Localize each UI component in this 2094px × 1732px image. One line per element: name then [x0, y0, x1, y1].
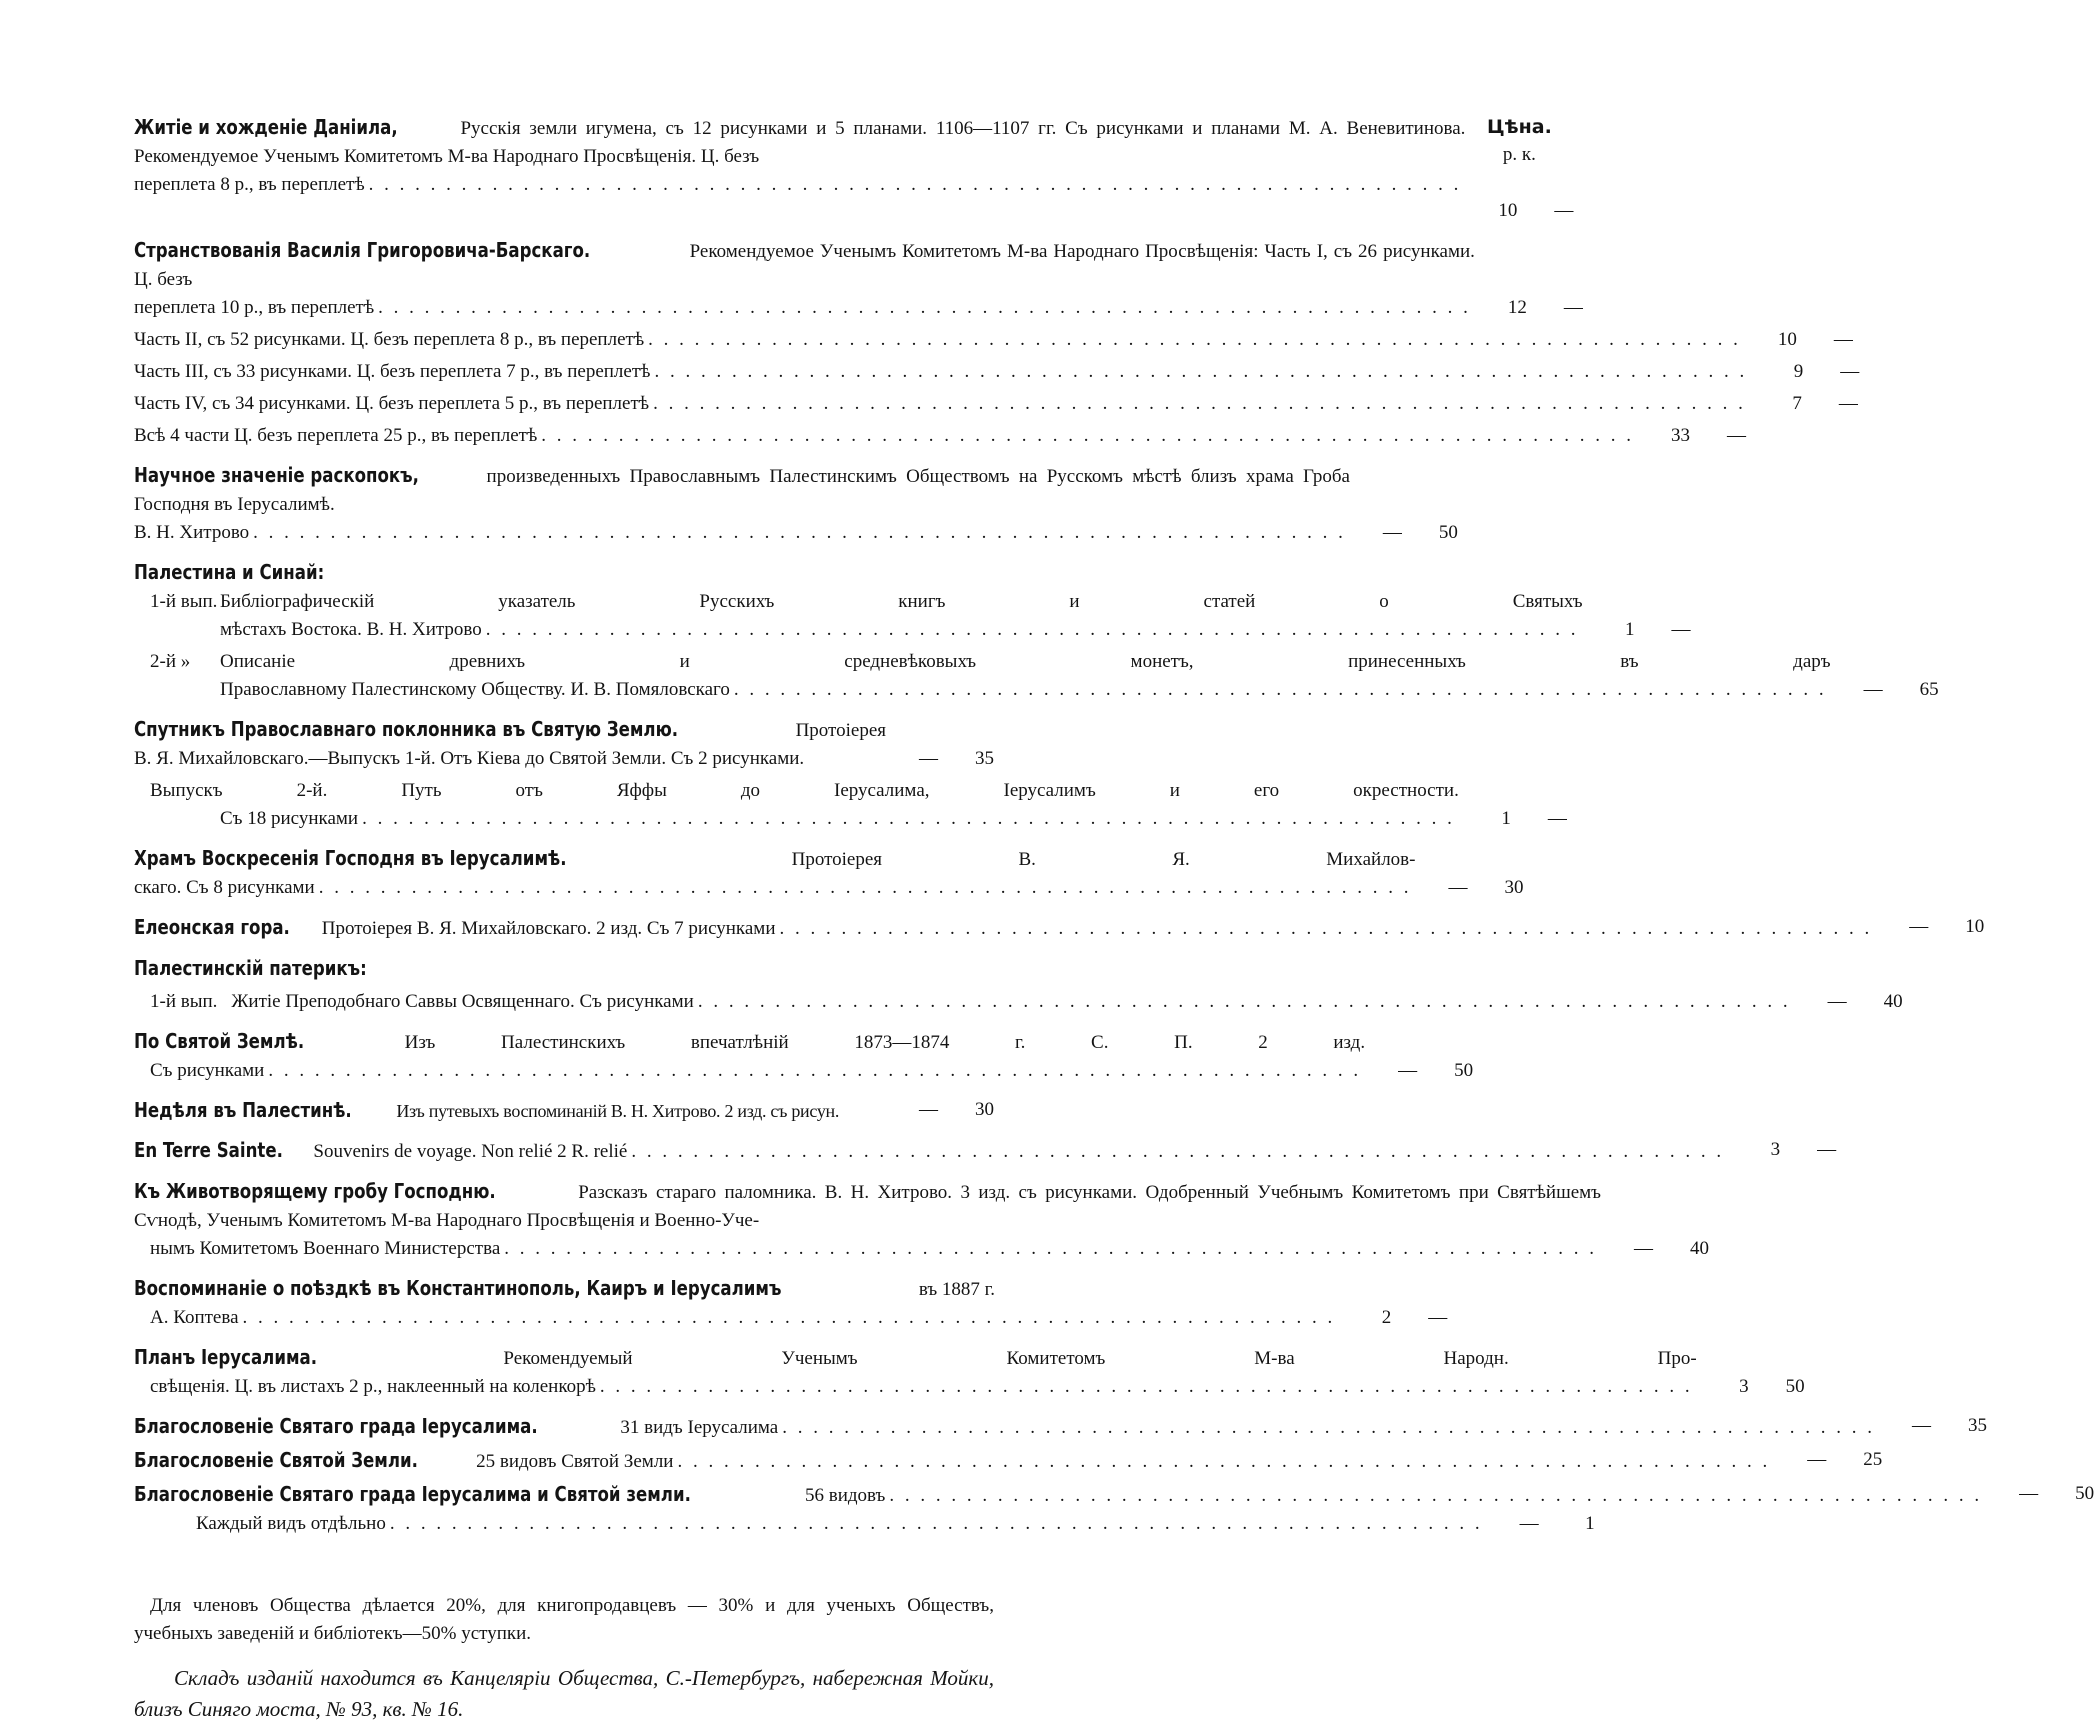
- price-rub: 7: [1792, 393, 1802, 414]
- price-kop: 30: [975, 1099, 994, 1120]
- entry-text: Разсказъ стараго паломника. В. Н. Хитрово. 3 изд. съ рисунками. Одобренный Учебнымъ Комитетомъ при Святѣйшемъ Сѵнодѣ, Ученымъ Комитетомъ М-ва Народнаго Просвѣщенія и Военно-Уче-: [134, 1182, 1602, 1231]
- part-line: Часть III, съ 33 рисунками. Ц. безъ переплета 7 р., въ переплетѣ . . . 9 —: [134, 358, 994, 386]
- leader-dots: [390, 1510, 1483, 1538]
- issue-line: 2-й » Описаніе древнихъ и средневѣковыхъ монетъ, принесенныхъ въ даръ Православному Палестинскому Обществу. И. В. Помяловскаго . . . — 65: [134, 648, 994, 704]
- entry-lead: А. Коптева: [150, 1307, 239, 1328]
- price-kop: 50: [1785, 1376, 1805, 1397]
- catalog-entry: [134, 715, 994, 773]
- catalog-entry: [134, 461, 1458, 547]
- price-rub: 10: [1777, 329, 1797, 350]
- part-line: Часть II, съ 52 рисунками. Ц. безъ переплета 8 р., въ переплетѣ . . . 10 —: [134, 326, 994, 354]
- catalog-entry: [134, 1480, 2094, 1510]
- price-rub: —: [1519, 1513, 1539, 1534]
- catalog-entry: [134, 1274, 1448, 1332]
- price-kop: —: [1428, 1307, 1448, 1328]
- price-rub: —: [919, 1099, 938, 1120]
- price-rub: —: [1912, 1415, 1931, 1436]
- entry-title: Палестинскій патерикъ:: [134, 956, 367, 980]
- part-line: Всѣ 4 части Ц. безъ переплета 25 р., въ переплетѣ . . . 33 —: [134, 422, 994, 450]
- issue-label: 1-й вып.: [150, 591, 218, 612]
- entry-title: Благословеніе Святаго града Іерусалима.: [134, 1414, 538, 1438]
- catalog-entry: [134, 1343, 1805, 1401]
- price-rub: —: [1448, 877, 1468, 898]
- entry-lead: Протоіерея В. Я. Михайловскаго. 2 изд. Съ 7 рисунками: [321, 918, 776, 939]
- leader-dots: [541, 422, 1634, 450]
- catalog-entry: [134, 558, 994, 588]
- leader-dots: [243, 1304, 1336, 1332]
- leader-dots: [654, 358, 1747, 386]
- entry-title: Благословеніе Святой Земли.: [134, 1448, 418, 1472]
- entry-lead: В. Н. Хитрово: [134, 522, 250, 543]
- leader-dots: [889, 1482, 1982, 1510]
- price-rub: 1: [1501, 808, 1511, 829]
- price-rub: 3: [1739, 1376, 1749, 1397]
- entry-lead: 25 видовъ Святой Земли: [476, 1451, 674, 1472]
- entry-text: въ 1887 г.: [918, 1279, 996, 1300]
- price-kop: 50: [1454, 1060, 1474, 1081]
- price-rub: 1: [1625, 619, 1635, 640]
- leader-dots: [369, 171, 1462, 199]
- price-rub: 9: [1793, 361, 1804, 382]
- entry-lead: Житіе Преподобнаго Саввы Освященнаго. Съ рисунками: [231, 991, 694, 1012]
- price-kop: —: [1840, 361, 1860, 382]
- entry-lead: скаго. Съ 8 рисунками: [134, 877, 315, 898]
- entry-title: Научное значеніе раскопокъ,: [134, 463, 419, 487]
- entry-text: произведенныхъ Православнымъ Палестинскимъ Обществомъ на Русскомъ мѣстѣ близъ храма Гроба Господня въ Іерусалимѣ.: [134, 466, 1350, 515]
- price-rub: 2: [1381, 1307, 1392, 1328]
- price-kop: 40: [1883, 991, 1903, 1012]
- leader-dots: [734, 676, 1827, 704]
- catalog-entry: [134, 1136, 1837, 1166]
- catalog-entry: [134, 954, 994, 984]
- leader-dots: [319, 874, 1412, 902]
- issue-line: [134, 988, 1903, 1016]
- price-kop: 40: [1690, 1238, 1709, 1259]
- entry-text: Рекомендуемый Ученымъ Комитетомъ М-ва Народн. Про-: [503, 1348, 1697, 1369]
- price-kop: 65: [1919, 679, 1939, 700]
- entry-text: Протоіерея В. Я. Михайловскаго.—Выпускъ 1-й. Отъ Кіева до Святой Земли. Съ 2 рисунками.: [134, 720, 886, 769]
- catalog-entry: [134, 113, 1574, 225]
- leader-dots: [253, 519, 1346, 547]
- leader-dots: [600, 1373, 1693, 1401]
- entry-lead: свѣщенія. Ц. въ листахъ 2 р., наклеенный на коленкорѣ: [150, 1376, 596, 1397]
- price-rub: 12: [1507, 297, 1527, 318]
- entry-lead: 56 видовъ: [804, 1485, 886, 1506]
- entry-title: Спутникъ Православнаго поклонника въ Святую Землю.: [134, 717, 679, 741]
- entry-lead: Каждый видъ отдѣльно: [196, 1513, 386, 1534]
- catalog-entry: [134, 913, 1985, 943]
- entry-title: Недѣля въ Палестинѣ.: [134, 1098, 352, 1122]
- leader-dots: [698, 988, 1791, 1016]
- entry-title: En Terre Sainte.: [134, 1138, 283, 1162]
- price-rub: —: [919, 748, 938, 769]
- entry-text: Протоіерея В. Я. Михайлов-: [791, 849, 1416, 870]
- entry-text: Рекомендуемое Ученымъ Комитетомъ М-ва Народнаго Просвѣщенія: Часть I, съ 26 рисунками. Ц. безъ: [134, 241, 1475, 290]
- price-kop: —: [1833, 329, 1853, 350]
- sub-issue: [134, 1510, 1595, 1538]
- entry-title: Планъ Іерусалима.: [134, 1345, 318, 1369]
- leader-dots: [504, 1235, 1597, 1263]
- entry-lead: Souvenirs de voyage. Non relié 2 R. relié: [313, 1141, 628, 1162]
- catalog-entry: [134, 1027, 1474, 1085]
- price-kop: 1: [1585, 1513, 1595, 1534]
- leader-dots: [648, 326, 1741, 354]
- entry-lead: переплета 8 р., въ переплетѣ: [134, 174, 365, 195]
- leader-dots: [677, 1448, 1770, 1476]
- price-kop: 35: [975, 748, 994, 769]
- issue-label: 1-й вып.: [150, 991, 218, 1012]
- price-kop: 50: [1438, 522, 1458, 543]
- catalog-entry: [134, 236, 1583, 322]
- catalog-entry: [134, 844, 1524, 902]
- price-kop: —: [1547, 808, 1567, 829]
- entry-lead: 31 видъ Іерусалима: [620, 1417, 779, 1438]
- discount-note: Для членовъ Общества дѣлается 20%, для книгопродавцевъ — 30% и для ученыхъ Обществъ, учебныхъ заведеній и библіотекъ—50% уступки.: [134, 1595, 994, 1644]
- catalog-list: [134, 113, 2094, 1538]
- price-rub: —: [1863, 679, 1883, 700]
- leader-dots: [653, 390, 1746, 418]
- entry-text: Изъ Палестинскихъ впечатлѣній 1873—1874 г. С. П. 2 изд.: [404, 1032, 1366, 1053]
- entry-text: Русскія земли игумена, съ 12 рисунками и 5 планами. 1106—1107 гг. Съ рисунками и планами М. А. Веневитинова. Рекомендуемое Ученымъ Комитетомъ М-ва Народнаго Просвѣщенія. Ц. безъ: [134, 118, 1466, 167]
- leader-dots: [378, 294, 1471, 322]
- leader-dots: [486, 616, 1579, 644]
- sub-issue: Выпускъ 2-й. Путь отъ Яффы до Іерусалима, Іерусалимъ и его окрестности. Съ 18 рисунками . . . 1 —: [134, 777, 994, 833]
- price-rub: —: [1909, 916, 1929, 937]
- price-units: р. к.: [1502, 144, 1536, 165]
- leader-dots: [779, 915, 1872, 943]
- leader-dots: [362, 805, 1455, 833]
- entry-title: Храмъ Воскресенія Господня въ Іерусалимѣ.: [134, 846, 567, 870]
- price-rub: —: [1398, 1060, 1418, 1081]
- price-kop: 35: [1968, 1415, 1987, 1436]
- price-rub: —: [1382, 522, 1402, 543]
- entry-title: Воспоминаніе о поѣздкѣ въ Константинополь, Каиръ и Іерусалимъ: [134, 1276, 782, 1300]
- entry-title: Елеонская гора.: [134, 915, 290, 939]
- price-kop: —: [1838, 393, 1858, 414]
- price-kop: —: [1554, 200, 1574, 221]
- entry-lead: Съ рисунками: [150, 1060, 265, 1081]
- warehouse-address: Складъ изданій находится въ Канцеляріи Общества, С.-Петербургъ, набережная Мойки, близъ Синяго моста, № 93, кв. № 16.: [134, 1666, 994, 1721]
- price-kop: —: [1671, 619, 1691, 640]
- catalog-entry: [134, 1446, 1883, 1476]
- catalog-entry: [134, 1177, 1709, 1263]
- price-rub: —: [1807, 1449, 1827, 1470]
- part-line: Часть IV, съ 34 рисунками. Ц. безъ переплета 5 р., въ переплетѣ . . . 7 —: [134, 390, 994, 418]
- price-kop: —: [1817, 1139, 1837, 1160]
- price-kop: 25: [1863, 1449, 1883, 1470]
- leader-dots: [782, 1414, 1875, 1442]
- price-kop: 50: [2075, 1483, 2094, 1504]
- issue-label: 2-й »: [150, 651, 191, 672]
- entry-title: Благословеніе Святаго града Іерусалима и Святой земли.: [134, 1482, 691, 1506]
- entry-title: По Святой Землѣ.: [134, 1029, 305, 1053]
- entry-title: Палестина и Синай:: [134, 560, 325, 584]
- entry-lead: нымъ Комитетомъ Военнаго Министерства: [150, 1238, 501, 1259]
- price-rub: —: [1827, 991, 1847, 1012]
- price-rub: —: [1634, 1238, 1653, 1259]
- price-kop: 10: [1965, 916, 1985, 937]
- leader-dots: [631, 1138, 1724, 1166]
- entry-lead: переплета 10 р., въ переплетѣ: [134, 297, 375, 318]
- entry-title: Странствованія Василія Григоровича-Барскаго.: [134, 238, 591, 262]
- entry-title: Къ Животворящему гробу Господню.: [134, 1179, 496, 1203]
- entry-lead: Изъ путевыхъ воспоминаній В. Н. Хитрово. 2 изд. съ рисун.: [396, 1101, 840, 1121]
- price-kop: —: [1727, 425, 1747, 446]
- leader-dots: [268, 1057, 1361, 1085]
- price-kop: 30: [1504, 877, 1524, 898]
- issue-line: 1-й вып. Библіографическій указатель Русскихъ книгъ и статей о Святыхъ мѣстахъ Востока. В. Н. Хитрово . . . 1 —: [134, 588, 994, 644]
- price-rub: 33: [1671, 425, 1691, 446]
- entry-title: Житіе и хожденіе Даніила,: [134, 115, 398, 139]
- price-rub: —: [2019, 1483, 2039, 1504]
- catalog-entry: [134, 1096, 994, 1125]
- price-rub: 3: [1770, 1139, 1781, 1160]
- price-rub: 10: [1498, 200, 1518, 221]
- price-kop: —: [1563, 297, 1583, 318]
- catalog-entry: [134, 1412, 1987, 1442]
- price-header: Цѣна.: [1487, 116, 1552, 138]
